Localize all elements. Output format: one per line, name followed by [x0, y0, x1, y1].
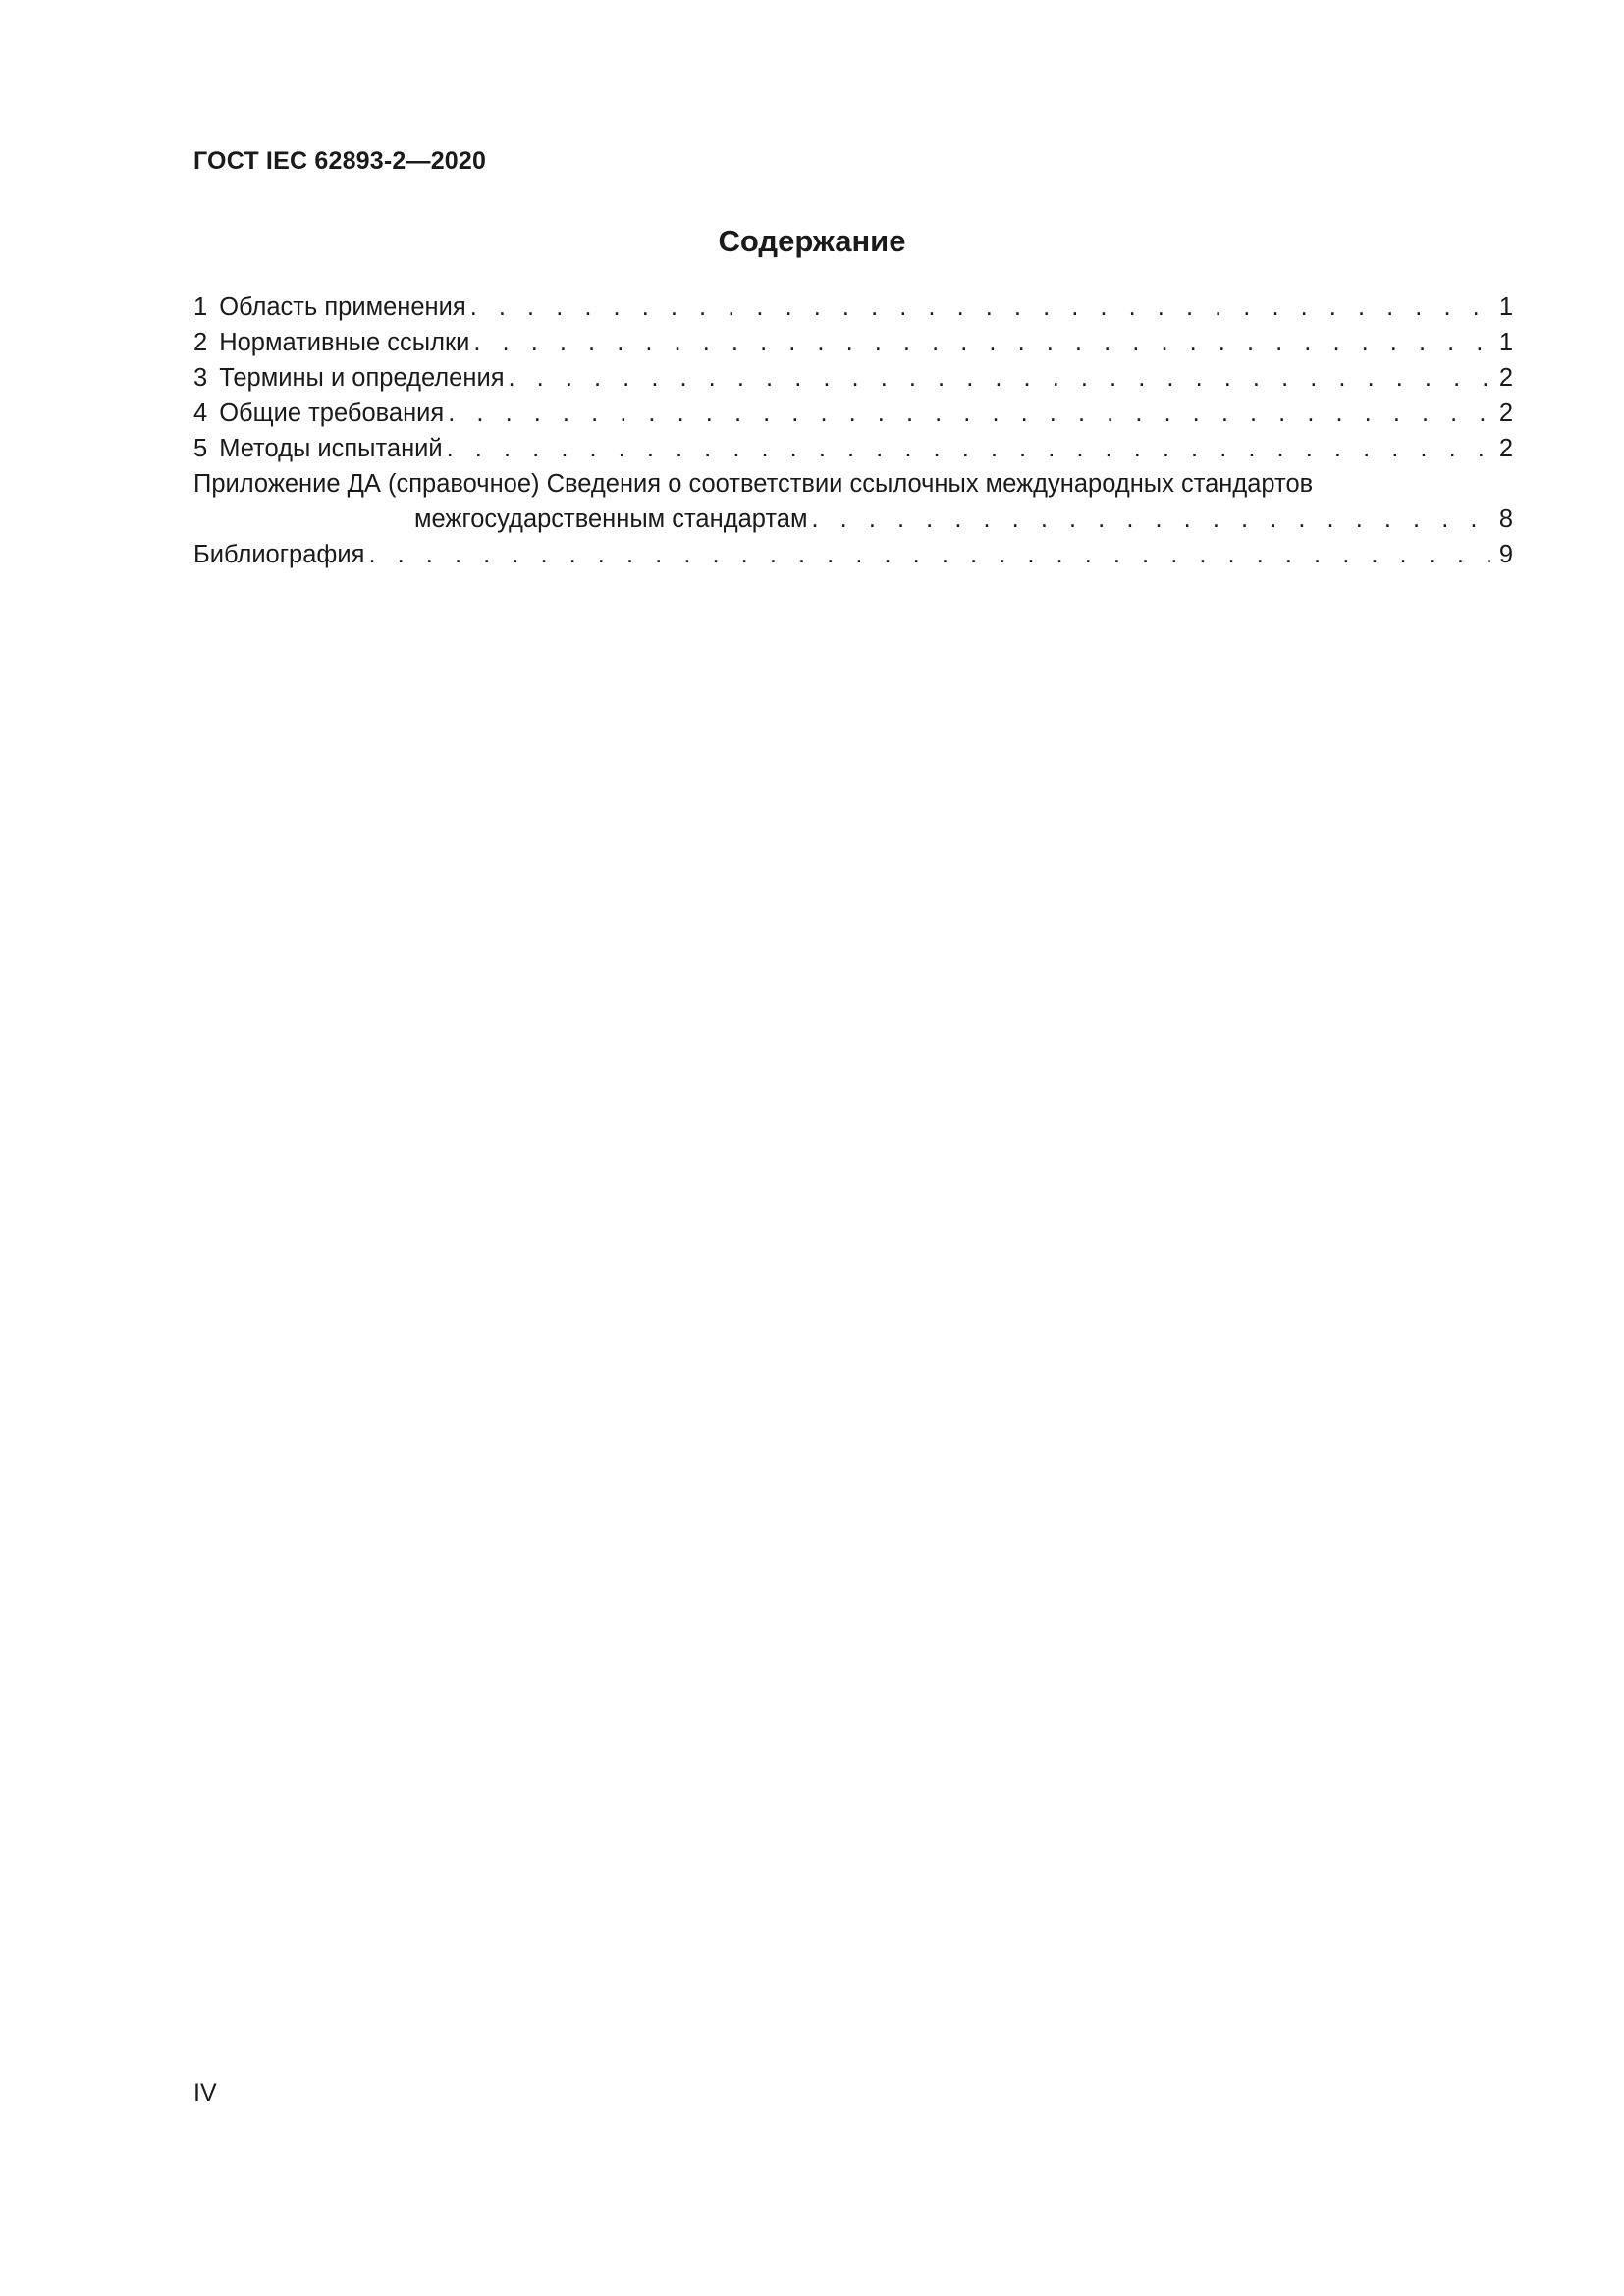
toc-item-scope[interactable] [193, 290, 1513, 325]
toc-item-label: Нормативные ссылки [219, 329, 470, 356]
toc-annex-title: Приложение ДА (справочное) Сведения о соответствии ссылочных международных стандартов [193, 470, 1314, 498]
dot-leader [509, 360, 1497, 396]
toc-item-page: 8 [1498, 506, 1513, 533]
toc-item-page: 1 [1498, 329, 1513, 356]
toc-item-number: 1 [193, 294, 208, 321]
toc-annex-title-continued: межгосударственным стандартам [414, 506, 808, 533]
toc-item-label: Термины и определения [219, 364, 505, 392]
toc-item-label: Методы испытаний [219, 435, 443, 462]
toc-item-label: Общие требования [219, 400, 445, 427]
dot-leader [448, 396, 1497, 431]
toc-item-page: 2 [1498, 435, 1513, 462]
toc-item-page: 2 [1498, 400, 1513, 427]
toc-item-label: Библиография [193, 541, 365, 568]
dot-leader [473, 325, 1496, 360]
dot-leader [368, 537, 1496, 572]
toc-item-page: 1 [1498, 294, 1513, 321]
toc-item-normative-references[interactable] [193, 325, 1513, 360]
toc-title: Содержание [718, 224, 906, 258]
toc-item-page: 9 [1498, 541, 1513, 568]
table-of-contents [193, 290, 1513, 572]
toc-item-page: 2 [1498, 364, 1513, 392]
toc-item-terms[interactable] [193, 360, 1513, 396]
toc-item-test-methods[interactable] [193, 431, 1513, 466]
toc-item-number: 4 [193, 400, 208, 427]
toc-item-label: Область применения [219, 294, 466, 321]
toc-item-number: 3 [193, 364, 208, 392]
document-code: ГОСТ IEC 62893-2—2020 [193, 147, 487, 175]
page-number: IV [193, 2079, 217, 2107]
dot-leader [811, 502, 1496, 537]
toc-item-general-requirements[interactable] [193, 396, 1513, 431]
toc-item-number: 2 [193, 329, 208, 356]
toc-item-annex-da[interactable] [193, 466, 1513, 537]
toc-item-bibliography[interactable] [193, 537, 1513, 572]
dot-leader [447, 431, 1497, 466]
dot-leader [470, 290, 1497, 325]
toc-item-number: 5 [193, 435, 208, 462]
